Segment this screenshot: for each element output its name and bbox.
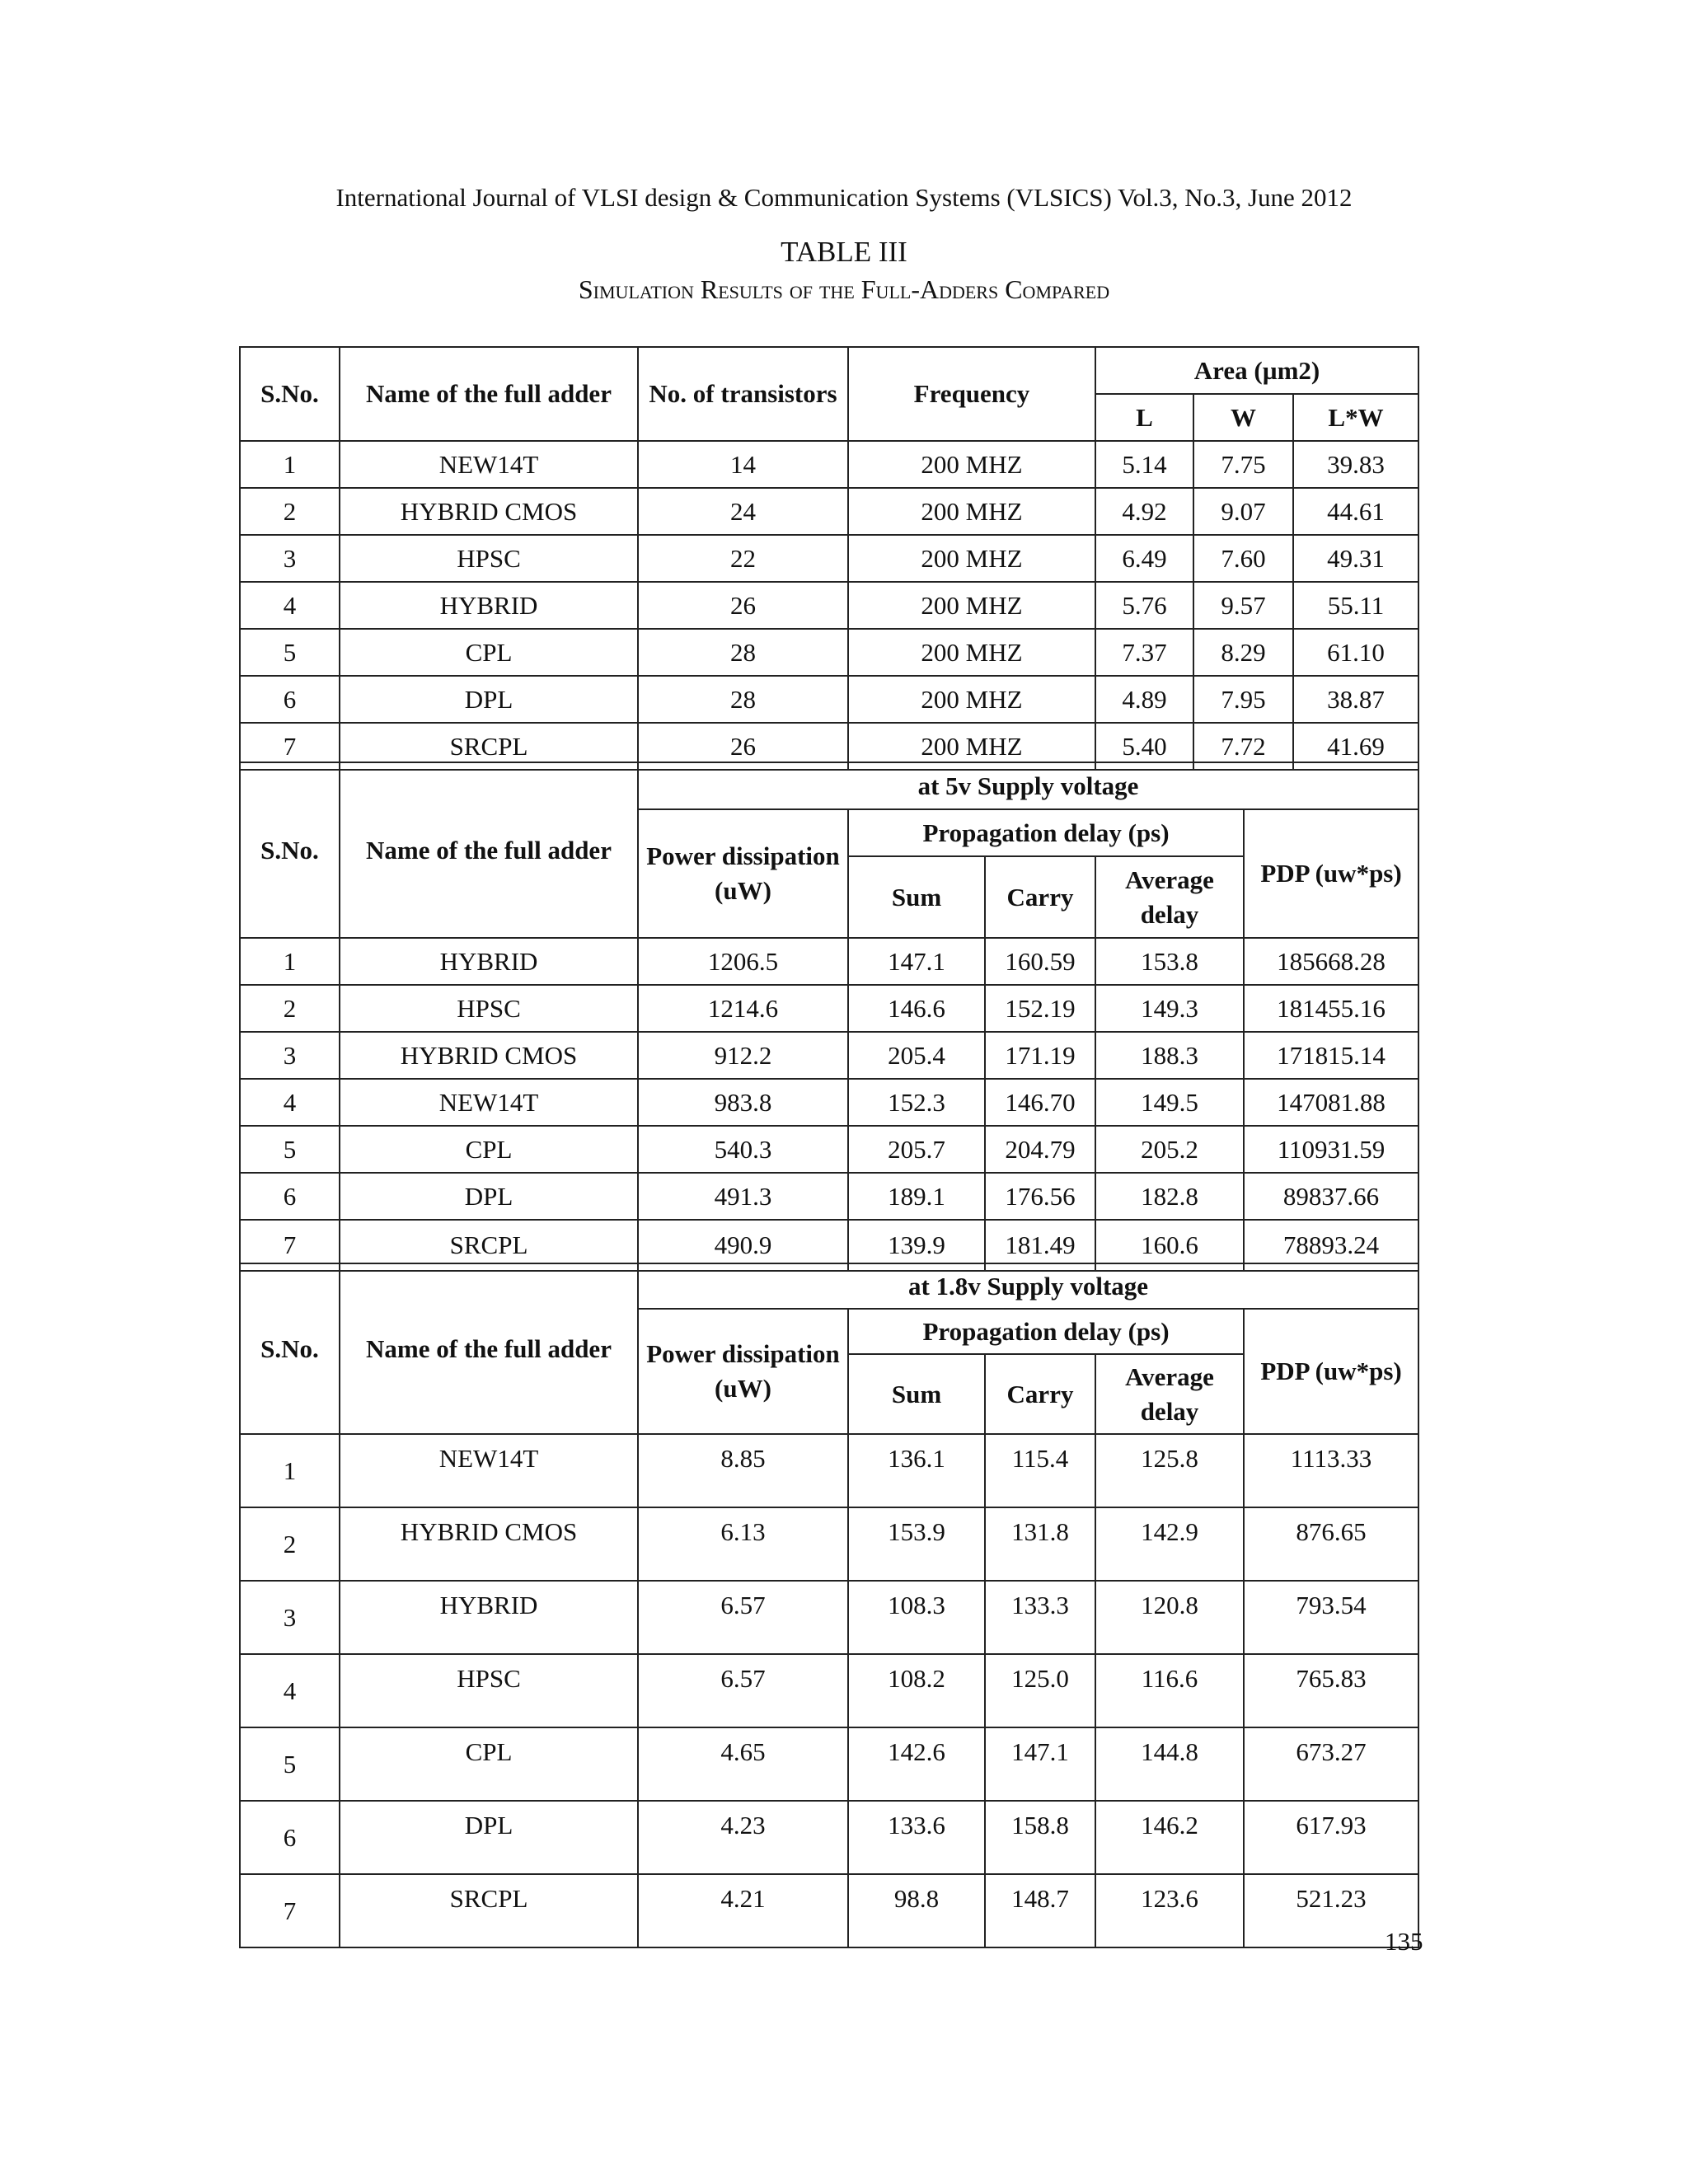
cell-sno: 2 xyxy=(240,1507,340,1581)
cell-sno: 1 xyxy=(240,1434,340,1507)
cell-c5: 4.89 xyxy=(1095,676,1193,723)
cell-c6: 123.6 xyxy=(1095,1874,1244,1947)
cell-c3: 1214.6 xyxy=(638,985,848,1032)
header-average: Average delay xyxy=(1095,856,1244,938)
cell-c3: 24 xyxy=(638,488,848,535)
header-group: at 1.8v Supply voltage xyxy=(638,1263,1418,1309)
table-row xyxy=(240,1801,1418,1874)
cell-c3: 14 xyxy=(638,441,848,488)
cell-c5: 115.4 xyxy=(985,1434,1095,1507)
cell-sno: 1 xyxy=(240,441,340,488)
cell-c5: 133.3 xyxy=(985,1581,1095,1654)
table-row xyxy=(240,1654,1418,1727)
cell-sno: 3 xyxy=(240,1032,340,1079)
cell-name: CPL xyxy=(340,1126,638,1173)
cell-name: CPL xyxy=(340,629,638,676)
cell-name: SRCPL xyxy=(340,1220,638,1271)
cell-c4: 189.1 xyxy=(848,1173,985,1220)
cell-c4: 200 MHZ xyxy=(848,441,1095,488)
cell-c7: 185668.28 xyxy=(1244,938,1418,985)
table-row xyxy=(240,1727,1418,1801)
table-row xyxy=(240,1581,1418,1654)
cell-c7: 617.93 xyxy=(1244,1801,1418,1874)
cell-c3: 28 xyxy=(638,629,848,676)
header-carry: Carry xyxy=(985,1354,1095,1434)
cell-sno: 5 xyxy=(240,1126,340,1173)
cell-c6: 7.95 xyxy=(1193,676,1293,723)
table-row xyxy=(240,535,1418,582)
table-row xyxy=(240,1874,1418,1947)
cell-c6: 188.3 xyxy=(1095,1032,1244,1079)
cell-sno: 6 xyxy=(240,1801,340,1874)
cell-c6: 149.5 xyxy=(1095,1079,1244,1126)
cell-sno: 7 xyxy=(240,1220,340,1271)
cell-c5: 148.7 xyxy=(985,1874,1095,1947)
table-subtitle: Simulation Results of the Full-Adders Compared xyxy=(578,274,1110,304)
cell-c5: 5.14 xyxy=(1095,441,1193,488)
cell-c3: 6.57 xyxy=(638,1581,848,1654)
cell-name: NEW14T xyxy=(340,441,638,488)
cell-c5: 160.59 xyxy=(985,938,1095,985)
cell-name: HPSC xyxy=(340,1654,638,1727)
cell-c4: 200 MHZ xyxy=(848,582,1095,629)
cell-c4: 153.9 xyxy=(848,1507,985,1581)
cell-name: SRCPL xyxy=(340,723,638,770)
cell-c3: 4.23 xyxy=(638,1801,848,1874)
cell-c4: 136.1 xyxy=(848,1434,985,1507)
cell-c7: 521.23 xyxy=(1244,1874,1418,1947)
cell-c3: 26 xyxy=(638,582,848,629)
cell-c4: 98.8 xyxy=(848,1874,985,1947)
cell-c4: 147.1 xyxy=(848,938,985,985)
header-transistors: No. of transistors xyxy=(638,347,848,441)
header-name: Name of the full adder xyxy=(340,1263,638,1434)
cell-c5: 131.8 xyxy=(985,1507,1095,1581)
cell-c6: 144.8 xyxy=(1095,1727,1244,1801)
cell-sno: 5 xyxy=(240,1727,340,1801)
table-row xyxy=(240,1079,1418,1126)
cell-name: HYBRID CMOS xyxy=(340,1507,638,1581)
cell-c7: 49.31 xyxy=(1293,535,1418,582)
cell-c5: 125.0 xyxy=(985,1654,1095,1727)
cell-c3: 6.13 xyxy=(638,1507,848,1581)
header-w: W xyxy=(1193,394,1293,441)
table-row xyxy=(240,1434,1418,1507)
cell-c3: 22 xyxy=(638,535,848,582)
cell-c4: 152.3 xyxy=(848,1079,985,1126)
cell-c5: 5.40 xyxy=(1095,723,1193,770)
cell-c6: 153.8 xyxy=(1095,938,1244,985)
cell-c6: 8.29 xyxy=(1193,629,1293,676)
cell-sno: 1 xyxy=(240,938,340,985)
cell-c5: 146.70 xyxy=(985,1079,1095,1126)
cell-c7: 41.69 xyxy=(1293,723,1418,770)
cell-c7: 55.11 xyxy=(1293,582,1418,629)
cell-sno: 6 xyxy=(240,676,340,723)
table-row xyxy=(240,985,1418,1032)
cell-c3: 26 xyxy=(638,723,848,770)
cell-c6: 7.60 xyxy=(1193,535,1293,582)
cell-c7: 171815.14 xyxy=(1244,1032,1418,1079)
supply-5v-table xyxy=(239,762,1419,1272)
cell-sno: 4 xyxy=(240,1654,340,1727)
cell-c7: 181455.16 xyxy=(1244,985,1418,1032)
cell-c5: 158.8 xyxy=(985,1801,1095,1874)
header-propagation: Propagation delay (ps) xyxy=(848,1309,1244,1354)
cell-c3: 490.9 xyxy=(638,1220,848,1271)
cell-c7: 793.54 xyxy=(1244,1581,1418,1654)
cell-c6: 146.2 xyxy=(1095,1801,1244,1874)
cell-c5: 4.92 xyxy=(1095,488,1193,535)
cell-c3: 540.3 xyxy=(638,1126,848,1173)
header-area: Area (µm2) xyxy=(1095,347,1418,394)
cell-c4: 108.3 xyxy=(848,1581,985,1654)
table-row xyxy=(240,629,1418,676)
cell-sno: 4 xyxy=(240,582,340,629)
cell-c3: 6.57 xyxy=(638,1654,848,1727)
cell-c4: 205.7 xyxy=(848,1126,985,1173)
cell-c3: 8.85 xyxy=(638,1434,848,1507)
cell-c6: 7.72 xyxy=(1193,723,1293,770)
header-pdp: PDP (uw*ps) xyxy=(1244,1309,1418,1434)
cell-sno: 3 xyxy=(240,535,340,582)
table-row xyxy=(240,938,1418,985)
table-row xyxy=(240,582,1418,629)
cell-sno: 2 xyxy=(240,985,340,1032)
cell-c6: 7.75 xyxy=(1193,441,1293,488)
cell-c7: 44.61 xyxy=(1293,488,1418,535)
cell-name: SRCPL xyxy=(340,1874,638,1947)
cell-c3: 983.8 xyxy=(638,1079,848,1126)
header-power: Power dissipation (uW) xyxy=(638,809,848,938)
cell-c6: 120.8 xyxy=(1095,1581,1244,1654)
cell-c7: 110931.59 xyxy=(1244,1126,1418,1173)
cell-c5: 152.19 xyxy=(985,985,1095,1032)
cell-c3: 491.3 xyxy=(638,1173,848,1220)
cell-c5: 7.37 xyxy=(1095,629,1193,676)
cell-c4: 146.6 xyxy=(848,985,985,1032)
cell-c6: 142.9 xyxy=(1095,1507,1244,1581)
cell-c3: 4.65 xyxy=(638,1727,848,1801)
cell-name: HYBRID xyxy=(340,938,638,985)
cell-c7: 876.65 xyxy=(1244,1507,1418,1581)
cell-c4: 200 MHZ xyxy=(848,488,1095,535)
header-sum: Sum xyxy=(848,856,985,938)
cell-c6: 9.07 xyxy=(1193,488,1293,535)
cell-c7: 1113.33 xyxy=(1244,1434,1418,1507)
cell-c4: 200 MHZ xyxy=(848,535,1095,582)
header-frequency: Frequency xyxy=(848,347,1095,441)
table-caption: TABLE III xyxy=(781,236,907,268)
cell-c4: 200 MHZ xyxy=(848,629,1095,676)
table-row xyxy=(240,441,1418,488)
cell-name: HYBRID xyxy=(340,582,638,629)
table-row xyxy=(240,488,1418,535)
cell-sno: 2 xyxy=(240,488,340,535)
cell-c3: 912.2 xyxy=(638,1032,848,1079)
cell-c6: 149.3 xyxy=(1095,985,1244,1032)
header-l: L xyxy=(1095,394,1193,441)
cell-c6: 125.8 xyxy=(1095,1434,1244,1507)
cell-name: DPL xyxy=(340,676,638,723)
cell-sno: 4 xyxy=(240,1079,340,1126)
table-row xyxy=(240,1507,1418,1581)
cell-c4: 205.4 xyxy=(848,1032,985,1079)
cell-c7: 38.87 xyxy=(1293,676,1418,723)
cell-c7: 147081.88 xyxy=(1244,1079,1418,1126)
cell-c6: 205.2 xyxy=(1095,1126,1244,1173)
cell-name: NEW14T xyxy=(340,1434,638,1507)
header-average: Average delay xyxy=(1095,1354,1244,1434)
cell-c4: 142.6 xyxy=(848,1727,985,1801)
cell-name: HYBRID CMOS xyxy=(340,488,638,535)
header-carry: Carry xyxy=(985,856,1095,938)
cell-c5: 204.79 xyxy=(985,1126,1095,1173)
supply-1-8v-table xyxy=(239,1263,1419,1948)
cell-c4: 200 MHZ xyxy=(848,723,1095,770)
journal-header: International Journal of VLSI design & Communication Systems (VLSICS) Vol.3, No.3, June 2012 xyxy=(335,183,1353,212)
cell-c5: 147.1 xyxy=(985,1727,1095,1801)
header-sno: S.No. xyxy=(240,1263,340,1434)
cell-c6: 160.6 xyxy=(1095,1220,1244,1271)
area-table xyxy=(239,346,1419,771)
cell-sno: 5 xyxy=(240,629,340,676)
cell-name: DPL xyxy=(340,1173,638,1220)
cell-c7: 39.83 xyxy=(1293,441,1418,488)
cell-c4: 108.2 xyxy=(848,1654,985,1727)
cell-c4: 200 MHZ xyxy=(848,676,1095,723)
header-power: Power dissipation (uW) xyxy=(638,1309,848,1434)
table-row xyxy=(240,1126,1418,1173)
cell-c6: 116.6 xyxy=(1095,1654,1244,1727)
header-name: Name of the full adder xyxy=(340,347,638,441)
cell-name: NEW14T xyxy=(340,1079,638,1126)
cell-c6: 182.8 xyxy=(1095,1173,1244,1220)
header-name: Name of the full adder xyxy=(340,762,638,938)
table-row xyxy=(240,1032,1418,1079)
cell-c5: 6.49 xyxy=(1095,535,1193,582)
cell-c5: 5.76 xyxy=(1095,582,1193,629)
cell-c5: 171.19 xyxy=(985,1032,1095,1079)
cell-c6: 9.57 xyxy=(1193,582,1293,629)
page-number: 135 xyxy=(1385,1927,1423,1956)
header-pdp: PDP (uw*ps) xyxy=(1244,809,1418,938)
table-row xyxy=(240,1173,1418,1220)
header-sum: Sum xyxy=(848,1354,985,1434)
cell-name: HPSC xyxy=(340,985,638,1032)
cell-c7: 78893.24 xyxy=(1244,1220,1418,1271)
header-group: at 5v Supply voltage xyxy=(638,762,1418,809)
cell-name: DPL xyxy=(340,1801,638,1874)
cell-c3: 4.21 xyxy=(638,1874,848,1947)
cell-c7: 765.83 xyxy=(1244,1654,1418,1727)
cell-sno: 3 xyxy=(240,1581,340,1654)
cell-c3: 1206.5 xyxy=(638,938,848,985)
cell-name: HYBRID CMOS xyxy=(340,1032,638,1079)
cell-name: CPL xyxy=(340,1727,638,1801)
cell-c5: 176.56 xyxy=(985,1173,1095,1220)
table-row xyxy=(240,676,1418,723)
cell-sno: 7 xyxy=(240,723,340,770)
cell-c4: 139.9 xyxy=(848,1220,985,1271)
cell-c7: 89837.66 xyxy=(1244,1173,1418,1220)
cell-c7: 673.27 xyxy=(1244,1727,1418,1801)
header-lw: L*W xyxy=(1293,394,1418,441)
header-sno: S.No. xyxy=(240,762,340,938)
cell-c7: 61.10 xyxy=(1293,629,1418,676)
cell-c3: 28 xyxy=(638,676,848,723)
cell-sno: 6 xyxy=(240,1173,340,1220)
header-propagation: Propagation delay (ps) xyxy=(848,809,1244,856)
header-sno: S.No. xyxy=(240,347,340,441)
cell-c5: 181.49 xyxy=(985,1220,1095,1271)
cell-c4: 133.6 xyxy=(848,1801,985,1874)
cell-name: HYBRID xyxy=(340,1581,638,1654)
cell-sno: 7 xyxy=(240,1874,340,1947)
cell-name: HPSC xyxy=(340,535,638,582)
